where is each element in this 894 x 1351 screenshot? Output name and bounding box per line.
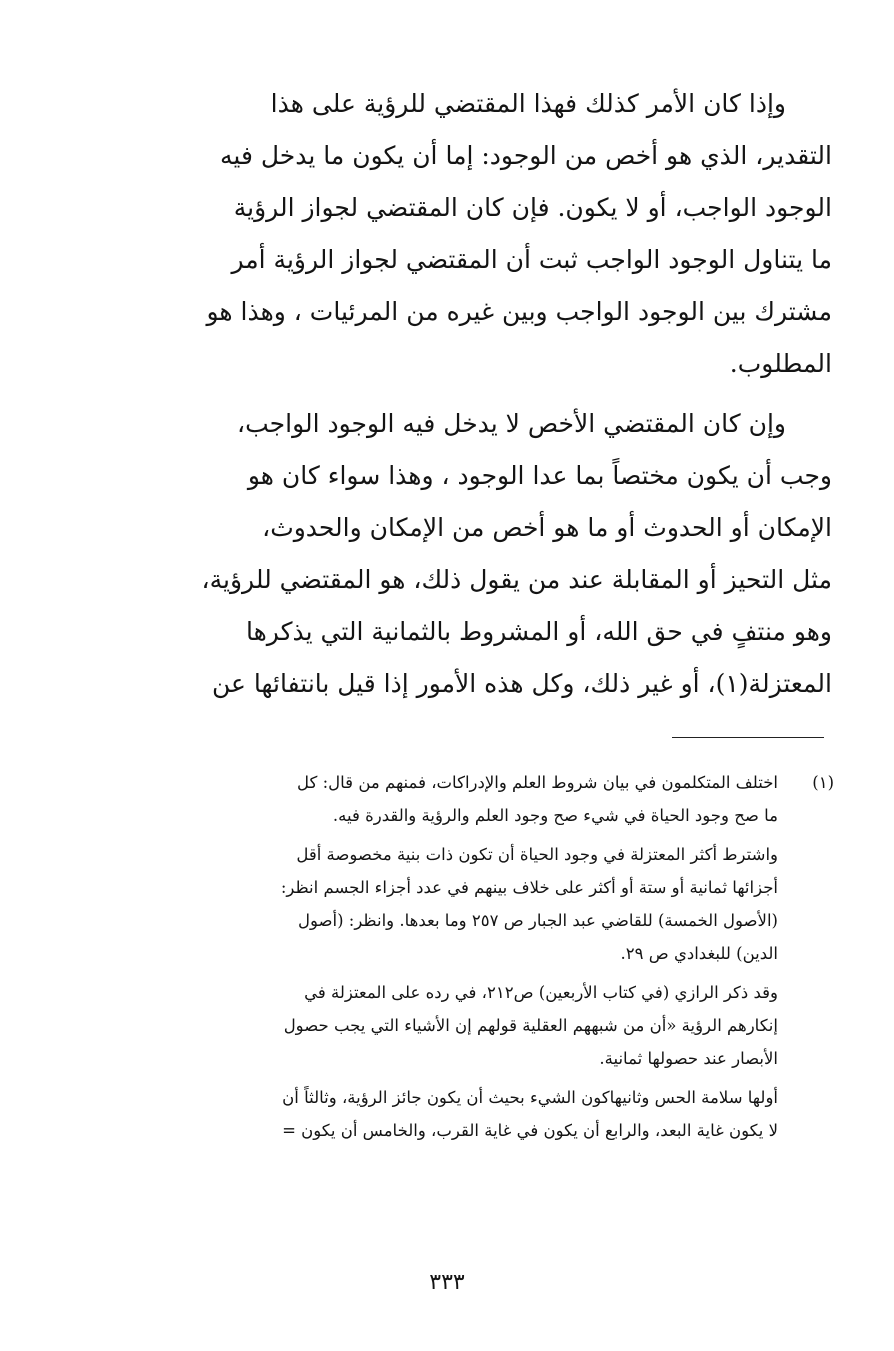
footnote-line: أجزائها ثمانية أو ستة أو أكثر على خلاف بينهم في عدد أجزاء الجسم انظر: [280,878,778,897]
footnote-separator [672,737,824,738]
footnote-line: أولها سلامة الحس وثانيهاكون الشيء بحيث أن يكون جائز الرؤية، وثالثاً أن [282,1088,778,1107]
main-text-line: وإذا كان الأمر كذلك فهذا المقتضي للرؤية على هذا [270,89,786,118]
main-text-line: ما يتناول الوجود الواجب ثبت أن المقتضي لجواز الرؤية أمر [231,245,832,274]
paragraph-gap [160,390,832,398]
footnote-line: واشترط أكثر المعتزلة في وجود الحياة أن تكون ذات بنية مخصوصة أقل [296,845,778,864]
main-text-line: المعتزلة(١)، أو غير ذلك، وكل هذه الأمور إذا قيل بانتفائها عن [212,669,832,698]
footnotes [158,766,834,1147]
main-text-line: المطلوب. [729,349,832,378]
main-text-line: الوجود الواجب، أو لا يكون. فإن كان المقتضي لجواز الرؤية [233,193,832,222]
main-text-line: الإمكان أو الحدوث أو ما هو أخص من الإمكان والحدوث، [262,513,832,542]
footnote-line: الدين) للبغدادي ص ٢٩. [620,944,778,963]
main-text-line: وجب أن يكون مختصاً بما عدا الوجود ، وهذا سواء كان هو [247,461,832,490]
page-number: ٣٣٣ [429,1270,465,1295]
main-text-line: وهو منتفٍ في حق الله، أو المشروط بالثمانية التي يذكرها [245,617,832,646]
footnote-line: وقد ذكر الرازي (في كتاب الأربعين) ص٢١٢، في رده على المعتزلة في [304,983,778,1002]
main-text-line: التقدير، الذي هو أخص من الوجود: إما أن يكون ما يدخل فيه [220,141,832,170]
footnote-line: الأبصار عند حصولها ثمانية. [599,1049,778,1068]
footnote-line: ما صح وجود الحياة في شيء صح وجود العلم والرؤية والقدرة فيه. [332,806,778,825]
footnote-line: لا يكون غاية البعد، والرابع أن يكون في غاية القرب، والخامس أن يكون = [282,1121,778,1140]
footnote-line: إنكارهم الرؤية «أن من شبههم العقلية قولهم إن الأشياء التي يجب حصول [283,1016,778,1035]
footnote-line: (الأصول الخمسة) للقاضي عبد الجبار ص ٢٥٧ وما بعدها. وانظر: (أصول [297,911,778,930]
main-text [160,78,832,710]
footnote-text: اختلف المتكلمون في بيان شروط العلم والإدراكات، فمنهم من قال: كل [297,773,778,792]
footnote-line-first [158,766,834,799]
main-text-line: مشترك بين الوجود الواجب وبين غيره من المرئيات ، وهذا هو [206,297,832,326]
main-text-line: وإن كان المقتضي الأخص لا يدخل فيه الوجود الواجب، [237,409,786,438]
main-text-line: مثل التحيز أو المقابلة عند من يقول ذلك، هو المقتضي للرؤية، [201,565,832,594]
footnote-marker: (١) [812,773,834,792]
